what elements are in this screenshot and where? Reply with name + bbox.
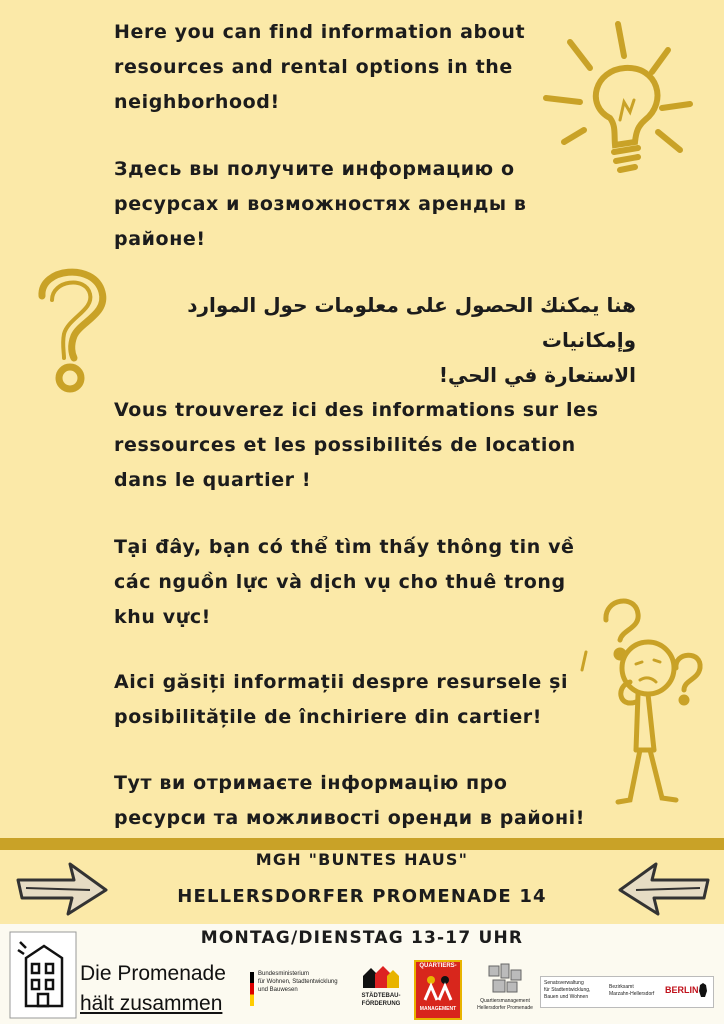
text-line: resources and rental options in the	[114, 56, 513, 78]
question-mark-icon	[24, 258, 114, 398]
text-line: هنا يمكنك الحصول على معلومات حول الموارد وإمكانيات	[187, 293, 636, 352]
text-line: Tại đây, bạn có thể tìm thấy thông tin về	[114, 536, 575, 558]
location-name: MGH "BUNTES HAUS"	[255, 850, 469, 869]
text-line: Тут ви отримаєте інформацію про	[114, 772, 508, 794]
quartiersmanagement-logo	[414, 960, 462, 1020]
logo-text: MANAGEMENT	[419, 1006, 457, 1012]
text-line: khu vực!	[114, 606, 211, 628]
text-line: Здесь вы получите информацию о	[114, 158, 515, 180]
logo-text: Quartiersmanagement Hellersdorfer Promenade	[477, 998, 533, 1011]
flag-stripes-icon	[250, 972, 254, 1006]
logo-text: Senatsverwaltung für Stadtentwicklung, Bauen und Wohnen	[544, 980, 591, 1000]
figures-icon	[423, 974, 453, 1002]
berlin-logo-block	[540, 976, 714, 1008]
text-line: Aici găsiți informații despre resursele și	[114, 671, 569, 693]
text-line: ressources et les possibilités de location	[114, 434, 576, 456]
staedtebau-logo	[356, 962, 406, 1016]
berlin-bear-icon	[697, 983, 709, 999]
paragraph-ukrainian	[114, 766, 654, 836]
paragraph-russian	[114, 152, 654, 257]
logo-text: Bezirksamt Marzahn-Hellersdorf	[609, 984, 655, 997]
arrow-left-icon	[614, 856, 714, 920]
paragraph-romanian	[114, 665, 654, 735]
bundesministerium-logo	[248, 968, 348, 1012]
paragraph-english	[114, 15, 654, 120]
text-line: ресурси та можливості оренди в районі!	[114, 807, 586, 829]
divider-band	[0, 838, 724, 850]
logo-text: Bundesministerium für Wohnen, Stadtentwicklung und Bauwesen	[258, 971, 338, 993]
arrow-right-icon	[12, 856, 112, 920]
text-line: Here you can find information about	[114, 21, 526, 43]
text-line: Vous trouverez ici des informations sur les	[114, 399, 599, 421]
text-line: neighborhood!	[114, 91, 280, 113]
brand-line-2: hält zusammen	[80, 992, 223, 1015]
text-line: posibilitățile de închiriere din cartier!	[114, 706, 543, 728]
brand-line-1: Die Promenade	[80, 962, 226, 985]
logo-text: QUARTIERS-	[419, 963, 457, 969]
text-line: الاستعارة في الحي!	[438, 363, 636, 387]
text-line: dans le quartier !	[114, 469, 312, 491]
location-address: HELLERSDORFER PROMENADE 14	[177, 886, 547, 907]
text-line: районе!	[114, 228, 206, 250]
map-icon	[485, 962, 525, 996]
berlin-wordmark: BERLIN	[665, 985, 699, 995]
opening-hours: MONTAG/DIENSTAG 13-17 UHR	[200, 928, 524, 948]
staedtebau-icon	[361, 962, 401, 990]
qm-hellersdorf-logo	[472, 962, 538, 1016]
house-logo-icon	[8, 930, 78, 1020]
paragraph-vietnamese	[114, 530, 654, 635]
text-line: ресурсах и возможностях аренды в	[114, 193, 527, 215]
text-line: các nguồn lực và dịch vụ cho thuê trong	[114, 571, 566, 593]
paragraph-french	[114, 393, 654, 498]
paragraph-arabic	[112, 288, 636, 393]
logo-text: STÄDTEBAU- FÖRDERUNG	[361, 993, 401, 1007]
